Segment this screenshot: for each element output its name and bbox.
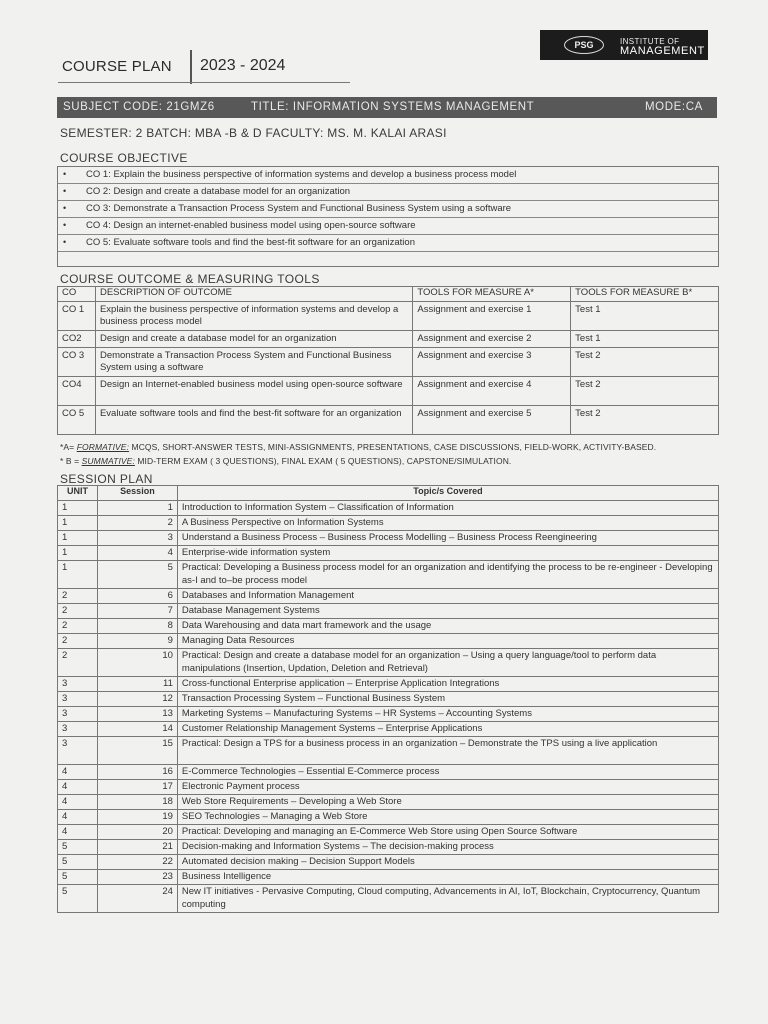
column-header-topics: Topic/s Covered [177,486,718,501]
header-divider [190,50,192,84]
session-cell: 23 [97,870,177,885]
topic-cell: Customer Relationship Management Systems – Enterprise Applications [177,722,718,737]
course-outcome-table [57,286,719,435]
objective-item: • CO 5: Evaluate software tools and find the best-fit software for an organization [58,235,718,252]
session-cell: 11 [97,677,177,692]
topic-cell: Understand a Business Process – Business Process Modelling – Business Process Reengineering [177,531,718,546]
topic-cell: Transaction Processing System – Functional Business System [177,692,718,707]
table-row [58,737,719,765]
session-cell: 1 [97,501,177,516]
table-row [58,707,719,722]
topic-cell: Enterprise-wide information system [177,546,718,561]
topic-cell: Cross-functional Enterprise application – Enterprise Application Integrations [177,677,718,692]
column-header-co: CO [58,287,96,302]
unit-cell: 1 [58,501,98,516]
table-row [58,649,719,677]
table-row [58,619,719,634]
session-cell: 20 [97,825,177,840]
subject-title: TITLE: INFORMATION SYSTEMS MANAGEMENT [251,101,535,113]
unit-cell: 3 [58,677,98,692]
session-cell: 12 [97,692,177,707]
topic-cell: New IT initiatives - Pervasive Computing, Cloud computing, Advancements in AI, IoT, Blockchain, Cryptocurrency, Quantum computing [177,885,718,913]
topic-cell: Web Store Requirements – Developing a Web Store [177,795,718,810]
table-row [58,795,719,810]
topic-cell: E-Commerce Technologies – Essential E-Commerce process [177,765,718,780]
topic-cell: Introduction to Information System – Classification of Information [177,501,718,516]
session-cell: 2 [97,516,177,531]
table-row [58,810,719,825]
table-header-row [58,486,719,501]
topic-cell: Managing Data Resources [177,634,718,649]
table-row [58,634,719,649]
table-row: CO 1 Explain the business perspective of information systems and develop a business process model Assignment and exercise 1 Test 1 [58,302,719,331]
table-row [58,840,719,855]
unit-cell: 4 [58,825,98,840]
session-cell: 18 [97,795,177,810]
subject-code: SUBJECT CODE: 21GMZ6 [63,101,215,113]
objective-item: • CO 4: Design an internet-enabled business model using open-source software [58,218,718,235]
unit-cell: 3 [58,737,98,765]
topic-cell: Practical: Design a TPS for a business process in an organization – Demonstrate the TPS using a live application [177,737,718,765]
unit-cell: 3 [58,692,98,707]
unit-cell: 2 [58,649,98,677]
unit-cell: 5 [58,855,98,870]
header-underline [58,82,350,83]
table-row: CO 5 Evaluate software tools and find the best-fit software for an organization Assignment and exercise 5 Test 2 [58,406,719,435]
topic-cell: A Business Perspective on Information Systems [177,516,718,531]
table-row [58,546,719,561]
table-row [58,885,719,913]
academic-year: 2023 - 2024 [200,57,286,74]
session-cell: 3 [97,531,177,546]
unit-cell: 3 [58,722,98,737]
formative-note: *A= FORMATIVE: MCQS, SHORT-ANSWER TESTS, MINI-ASSIGNMENTS, PRESENTATIONS, CASE DISCUSSIONS, FIELD-WORK, ACTIVITY-BASED. [60,442,657,452]
session-cell: 21 [97,840,177,855]
course-objective-box [57,166,719,267]
topic-cell: Practical: Developing a Business process model for an organization and identifying the process to be re-engineer - Developing as-I and to–be process model [177,561,718,589]
bullet-icon: • [63,186,67,196]
table-row [58,501,719,516]
topic-cell: Practical: Developing and managing an E-Commerce Web Store using Open Source Software [177,825,718,840]
unit-cell: 1 [58,561,98,589]
topic-cell: Automated decision making – Decision Support Models [177,855,718,870]
column-header-description: DESCRIPTION OF OUTCOME [95,287,412,302]
subject-bar [57,97,717,118]
psg-badge: PSG [564,36,604,54]
subject-mode: MODE:CA [645,101,703,113]
topic-cell: Marketing Systems – Manufacturing Systems – HR Systems – Accounting Systems [177,707,718,722]
table-row [58,677,719,692]
table-row [58,589,719,604]
summative-note: * B = SUMMATIVE: MID-TERM EXAM ( 3 QUESTIONS), FINAL EXAM ( 5 QUESTIONS), CAPSTONE/SIMULATION. [60,456,512,466]
unit-cell: 1 [58,531,98,546]
session-cell: 14 [97,722,177,737]
unit-cell: 1 [58,516,98,531]
unit-cell: 2 [58,604,98,619]
table-header-row [58,287,719,302]
semester-batch-faculty: SEMESTER: 2 BATCH: MBA -B & D FACULTY: MS. M. KALAI ARASI [60,126,447,140]
objective-item: • CO 1: Explain the business perspective of information systems and develop a business process model [58,167,718,184]
logo-line-2: MANAGEMENT [620,45,705,57]
topic-cell: SEO Technologies – Managing a Web Store [177,810,718,825]
topic-cell: Data Warehousing and data mart framework and the usage [177,619,718,634]
unit-cell: 5 [58,870,98,885]
table-row [58,855,719,870]
session-cell: 9 [97,634,177,649]
table-row [58,870,719,885]
column-header-session: Session [97,486,177,501]
table-row [58,765,719,780]
session-cell: 22 [97,855,177,870]
unit-cell: 2 [58,619,98,634]
unit-cell: 5 [58,885,98,913]
institute-logo [540,30,708,60]
topic-cell: Electronic Payment process [177,780,718,795]
bullet-icon: • [63,169,67,179]
unit-cell: 1 [58,546,98,561]
unit-cell: 2 [58,634,98,649]
topic-cell: Business Intelligence [177,870,718,885]
session-cell: 15 [97,737,177,765]
table-row [58,561,719,589]
topic-cell: Database Management Systems [177,604,718,619]
session-cell: 10 [97,649,177,677]
course-plan-label: COURSE PLAN [62,58,172,75]
session-cell: 5 [97,561,177,589]
table-row: CO4 Design an Internet-enabled business model using open-source software Assignment and exercise 4 Test 2 [58,377,719,406]
session-cell: 13 [97,707,177,722]
session-cell: 16 [97,765,177,780]
column-header-tools-a: TOOLS FOR MEASURE A* [413,287,571,302]
table-row: CO 3 Demonstrate a Transaction Process System and Functional Business System using a software Assignment and exercise 3 Test 2 [58,348,719,377]
topic-cell: Decision-making and Information Systems – The decision-making process [177,840,718,855]
bullet-icon: • [63,220,67,230]
bullet-icon: • [63,203,67,213]
objective-item: • CO 2: Design and create a database model for an organization [58,184,718,201]
session-plan-table [57,485,719,913]
course-objective-title: COURSE OBJECTIVE [60,151,188,165]
table-row [58,531,719,546]
unit-cell: 4 [58,765,98,780]
table-row [58,516,719,531]
session-cell: 24 [97,885,177,913]
session-cell: 6 [97,589,177,604]
session-cell: 7 [97,604,177,619]
topic-cell: Databases and Information Management [177,589,718,604]
unit-cell: 4 [58,780,98,795]
course-outcome-title: COURSE OUTCOME & MEASURING TOOLS [60,272,320,286]
unit-cell: 4 [58,810,98,825]
objective-item: • CO 3: Demonstrate a Transaction Process System and Functional Business System using a software [58,201,718,218]
table-row [58,692,719,707]
session-cell: 19 [97,810,177,825]
unit-cell: 2 [58,589,98,604]
table-row [58,780,719,795]
bullet-icon: • [63,237,67,247]
column-header-unit: UNIT [58,486,98,501]
logo-line-1: INSTITUTE OF [620,37,680,46]
session-plan-title: SESSION PLAN [60,472,153,486]
table-row [58,825,719,840]
table-row [58,722,719,737]
column-header-tools-b: TOOLS FOR MEASURE B* [571,287,719,302]
table-row [58,604,719,619]
unit-cell: 3 [58,707,98,722]
table-row: CO2 Design and create a database model for an organization Assignment and exercise 2 Test 1 [58,331,719,348]
unit-cell: 5 [58,840,98,855]
session-cell: 4 [97,546,177,561]
session-cell: 17 [97,780,177,795]
unit-cell: 4 [58,795,98,810]
topic-cell: Practical: Design and create a database model for an organization – Using a query language/tool to perform data manipulations (Insertion, Updation, Deletion and Retrieval) [177,649,718,677]
session-cell: 8 [97,619,177,634]
